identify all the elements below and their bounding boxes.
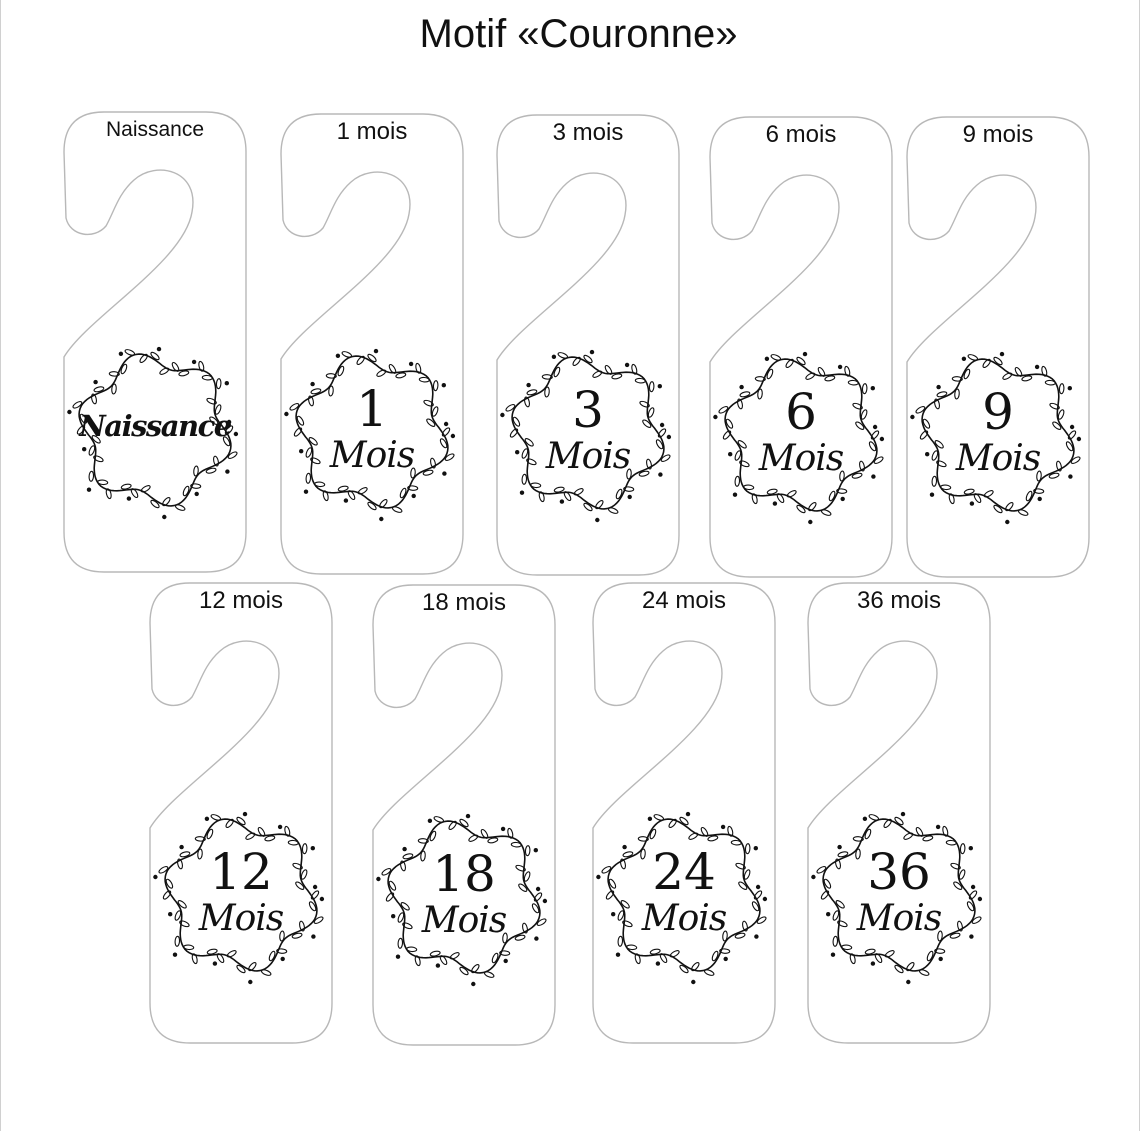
wreath-leaf [592, 370, 603, 379]
wreath-leaf [216, 379, 221, 389]
wreath-leaf [704, 969, 715, 977]
wreath-berry [733, 493, 737, 497]
wreath-leaf [399, 488, 407, 499]
hanger-label: 12 mois [198, 587, 284, 614]
wreath-berry [590, 350, 594, 354]
wreath-leaf [573, 487, 584, 496]
wreath-leaf [766, 369, 774, 380]
wreath-leaf [124, 348, 135, 356]
wreath-number: 3 [572, 381, 604, 439]
size-hanger [281, 114, 463, 574]
wreath-badge [374, 807, 554, 987]
wreath-berry [808, 520, 812, 524]
wreath-berry [127, 496, 131, 500]
wreath-word: Naissance [79, 409, 231, 443]
wreath-berry [803, 352, 807, 356]
size-hanger [497, 115, 679, 575]
wreath-leaf [649, 829, 657, 840]
page-title: Motif «Couronne» [419, 12, 738, 56]
size-hanger [907, 117, 1089, 577]
wreath-berry [374, 349, 378, 353]
wreath-berry [466, 814, 470, 818]
wreath-leaf [1018, 509, 1029, 517]
size-hanger [593, 583, 775, 1043]
wreath-word: Mois [421, 900, 507, 941]
wreath-leaf [392, 506, 403, 514]
wreath-berry [871, 961, 875, 965]
hanger-label: 6 mois [765, 121, 837, 148]
wreath-leaf [89, 471, 94, 481]
wreath-leaf [786, 489, 797, 498]
wreath-leaf [449, 951, 460, 960]
size-hanger [710, 117, 892, 577]
wreath-leaf [268, 951, 276, 962]
wreath-berry [428, 819, 432, 823]
hanger-label: 9 mois [962, 121, 1034, 148]
wreath-leaf [618, 936, 623, 946]
wreath-leaf [903, 832, 914, 841]
wreath-leaf [1045, 380, 1055, 385]
wreath-leaf [111, 384, 116, 394]
wreath-leaf [635, 378, 645, 383]
wreath-leaf [159, 367, 170, 376]
size-hanger [373, 585, 555, 1045]
wreath-berry [901, 812, 905, 816]
hanger-label: Naissance [105, 118, 205, 141]
wreath-berry [213, 961, 217, 965]
wreath-berry [1035, 365, 1039, 369]
wreath-berry [436, 963, 440, 967]
wreath-leaf [770, 353, 781, 361]
wreath-leaf [983, 489, 994, 498]
wreath-berry [396, 955, 400, 959]
wreath-number: 24 [652, 843, 716, 901]
wreath-badge [65, 340, 245, 520]
wreath-word: Mois [545, 436, 631, 477]
wreath-berry [686, 812, 690, 816]
wreath-leaf [941, 485, 951, 490]
wreath-leaf [522, 474, 527, 484]
wreath-berry [304, 490, 308, 494]
wreath-berry [936, 825, 940, 829]
wreath-number: 12 [209, 843, 273, 901]
wreath-leaf [557, 351, 568, 359]
wreath-leaf [468, 834, 479, 843]
wreath-leaf [669, 949, 680, 958]
wreath-berry [173, 953, 177, 957]
wreath-leaf [484, 971, 495, 979]
wreath-word: Mois [329, 435, 415, 476]
wreath-leaf [963, 369, 971, 380]
wreath-berry [87, 488, 91, 492]
wreath-berry [595, 518, 599, 522]
wreath-leaf [376, 369, 387, 378]
hanger-label: 18 mois [421, 589, 507, 616]
wreath-number: 1 [356, 380, 388, 438]
wreath-leaf [261, 969, 272, 977]
wreath-leaf [711, 951, 719, 962]
wreath-berry [625, 363, 629, 367]
wreath-badge [282, 342, 462, 522]
wreath-leaf [202, 375, 212, 380]
wreath-berry [195, 492, 199, 496]
wreath-berry [628, 495, 632, 499]
wreath-berry [831, 953, 835, 957]
wreath-berry [281, 957, 285, 961]
wreath-berry [93, 380, 97, 384]
wreath-leaf [821, 509, 832, 517]
wreath-berry [616, 953, 620, 957]
wreath-leaf [306, 473, 311, 483]
wreath-berry [930, 493, 934, 497]
wreath-leaf [226, 949, 237, 958]
wreath-leaf [315, 482, 325, 487]
wreath-berry [157, 347, 161, 351]
wreath-leaf [429, 831, 437, 842]
wreath-berry [691, 980, 695, 984]
wreath-leaf [419, 377, 429, 382]
wreath-leaf [288, 840, 298, 845]
wreath-badge [151, 805, 331, 985]
wreath-berry [82, 447, 86, 451]
wreath-berry [863, 817, 867, 821]
wreath-number: 36 [867, 843, 931, 901]
wreath-leaf [531, 483, 541, 488]
wreath-leaf [833, 936, 838, 946]
wreath-berry [412, 494, 416, 498]
wreath-berry [1038, 497, 1042, 501]
wreath-berry [765, 357, 769, 361]
wreath-berry [409, 362, 413, 366]
wreath-badge [498, 343, 678, 523]
wreath-leaf [805, 372, 816, 381]
wreath-number: 9 [982, 383, 1014, 441]
wreath-leaf [744, 485, 754, 490]
wreath-leaf [337, 366, 345, 377]
wreath-leaf [919, 969, 930, 977]
wreath-leaf [88, 445, 96, 456]
wreath-leaf [946, 840, 956, 845]
wreath-leaf [193, 466, 198, 476]
wreath-leaf [175, 936, 180, 946]
wreath-berry [243, 812, 247, 816]
wreath-berry [471, 982, 475, 986]
wreath-leaf [627, 945, 637, 950]
hanger-label: 1 mois [336, 118, 408, 145]
wreath-badge [594, 805, 774, 985]
size-hanger [808, 583, 990, 1043]
wreath-leaf [511, 842, 521, 847]
wreath-berry [560, 499, 564, 503]
wreath-leaf [1002, 372, 1013, 381]
wreath-berry [501, 827, 505, 831]
wreath-berry [336, 354, 340, 358]
wreath-leaf [828, 491, 836, 502]
wreath-berry [225, 469, 229, 473]
wreath-leaf [341, 350, 352, 358]
wreath-leaf [206, 829, 214, 840]
size-hanger [64, 112, 246, 572]
wreath-berry [648, 817, 652, 821]
wreath-leaf [932, 476, 937, 486]
wreath-leaf [433, 815, 444, 823]
wreath-leaf [245, 832, 256, 841]
wreath-berry [773, 501, 777, 505]
wreath-berry [344, 498, 348, 502]
wreath-berry [841, 497, 845, 501]
hanger-label: 3 mois [552, 119, 624, 146]
wreath-number: 18 [432, 845, 496, 903]
wreath-leaf [967, 353, 978, 361]
wreath-berry [119, 352, 123, 356]
wreath-leaf [688, 832, 699, 841]
wreath-word: Mois [198, 898, 284, 939]
wreath-leaf [926, 951, 934, 962]
wreath-berry [248, 980, 252, 984]
wreath-leaf [1025, 491, 1033, 502]
wreath-leaf [553, 367, 561, 378]
wreath-berry [656, 961, 660, 965]
wreath-leaf [210, 813, 221, 821]
wreath-berry [1005, 520, 1009, 524]
wreath-berry [962, 357, 966, 361]
wreath-berry [721, 825, 725, 829]
wreath-leaf [98, 480, 108, 485]
wreath-leaf [398, 938, 403, 948]
wreath-berry [520, 491, 524, 495]
wreath-word: Mois [856, 898, 942, 939]
wreath-badge [711, 345, 891, 525]
wreath-leaf [357, 486, 368, 495]
wreath-leaf [608, 507, 619, 515]
wreath-leaf [615, 489, 623, 500]
wreath-berry [970, 501, 974, 505]
wreath-leaf [491, 953, 499, 964]
wreath-leaf [182, 486, 190, 497]
wreath-word: Mois [955, 438, 1041, 479]
wreath-leaf [731, 840, 741, 845]
wreath-berry [379, 517, 383, 521]
wreath-leaf [735, 476, 740, 486]
wreath-berry [205, 817, 209, 821]
wreath-leaf [653, 813, 664, 821]
wreath-badge [908, 345, 1088, 525]
wreath-berry [225, 381, 229, 385]
wreath-berry [278, 825, 282, 829]
wreath-leaf [868, 813, 879, 821]
wreath-badge [809, 805, 989, 985]
wreath-number: 6 [785, 383, 817, 441]
wreath-leaf [842, 945, 852, 950]
wreath-leaf [184, 945, 194, 950]
wreath-berry [1000, 352, 1004, 356]
wreath-leaf [140, 484, 151, 493]
wreath-word: Mois [641, 898, 727, 939]
wreath-leaf [407, 947, 417, 952]
hanger-label: 24 mois [641, 587, 727, 614]
wreath-leaf [848, 380, 858, 385]
hanger-label: 36 mois [856, 587, 942, 614]
wreath-berry [162, 515, 166, 519]
wreath-leaf [175, 504, 186, 512]
wreath-berry [939, 957, 943, 961]
wreath-leaf [884, 949, 895, 958]
wreath-word: Mois [758, 438, 844, 479]
wreath-berry [838, 365, 842, 369]
wreath-leaf [864, 829, 872, 840]
wreath-berry [192, 360, 196, 364]
size-hanger [150, 583, 332, 1043]
wreath-berry [906, 980, 910, 984]
wreath-leaf [120, 364, 128, 375]
wreath-berry [504, 959, 508, 963]
wreath-berry [552, 355, 556, 359]
wreath-berry [724, 957, 728, 961]
